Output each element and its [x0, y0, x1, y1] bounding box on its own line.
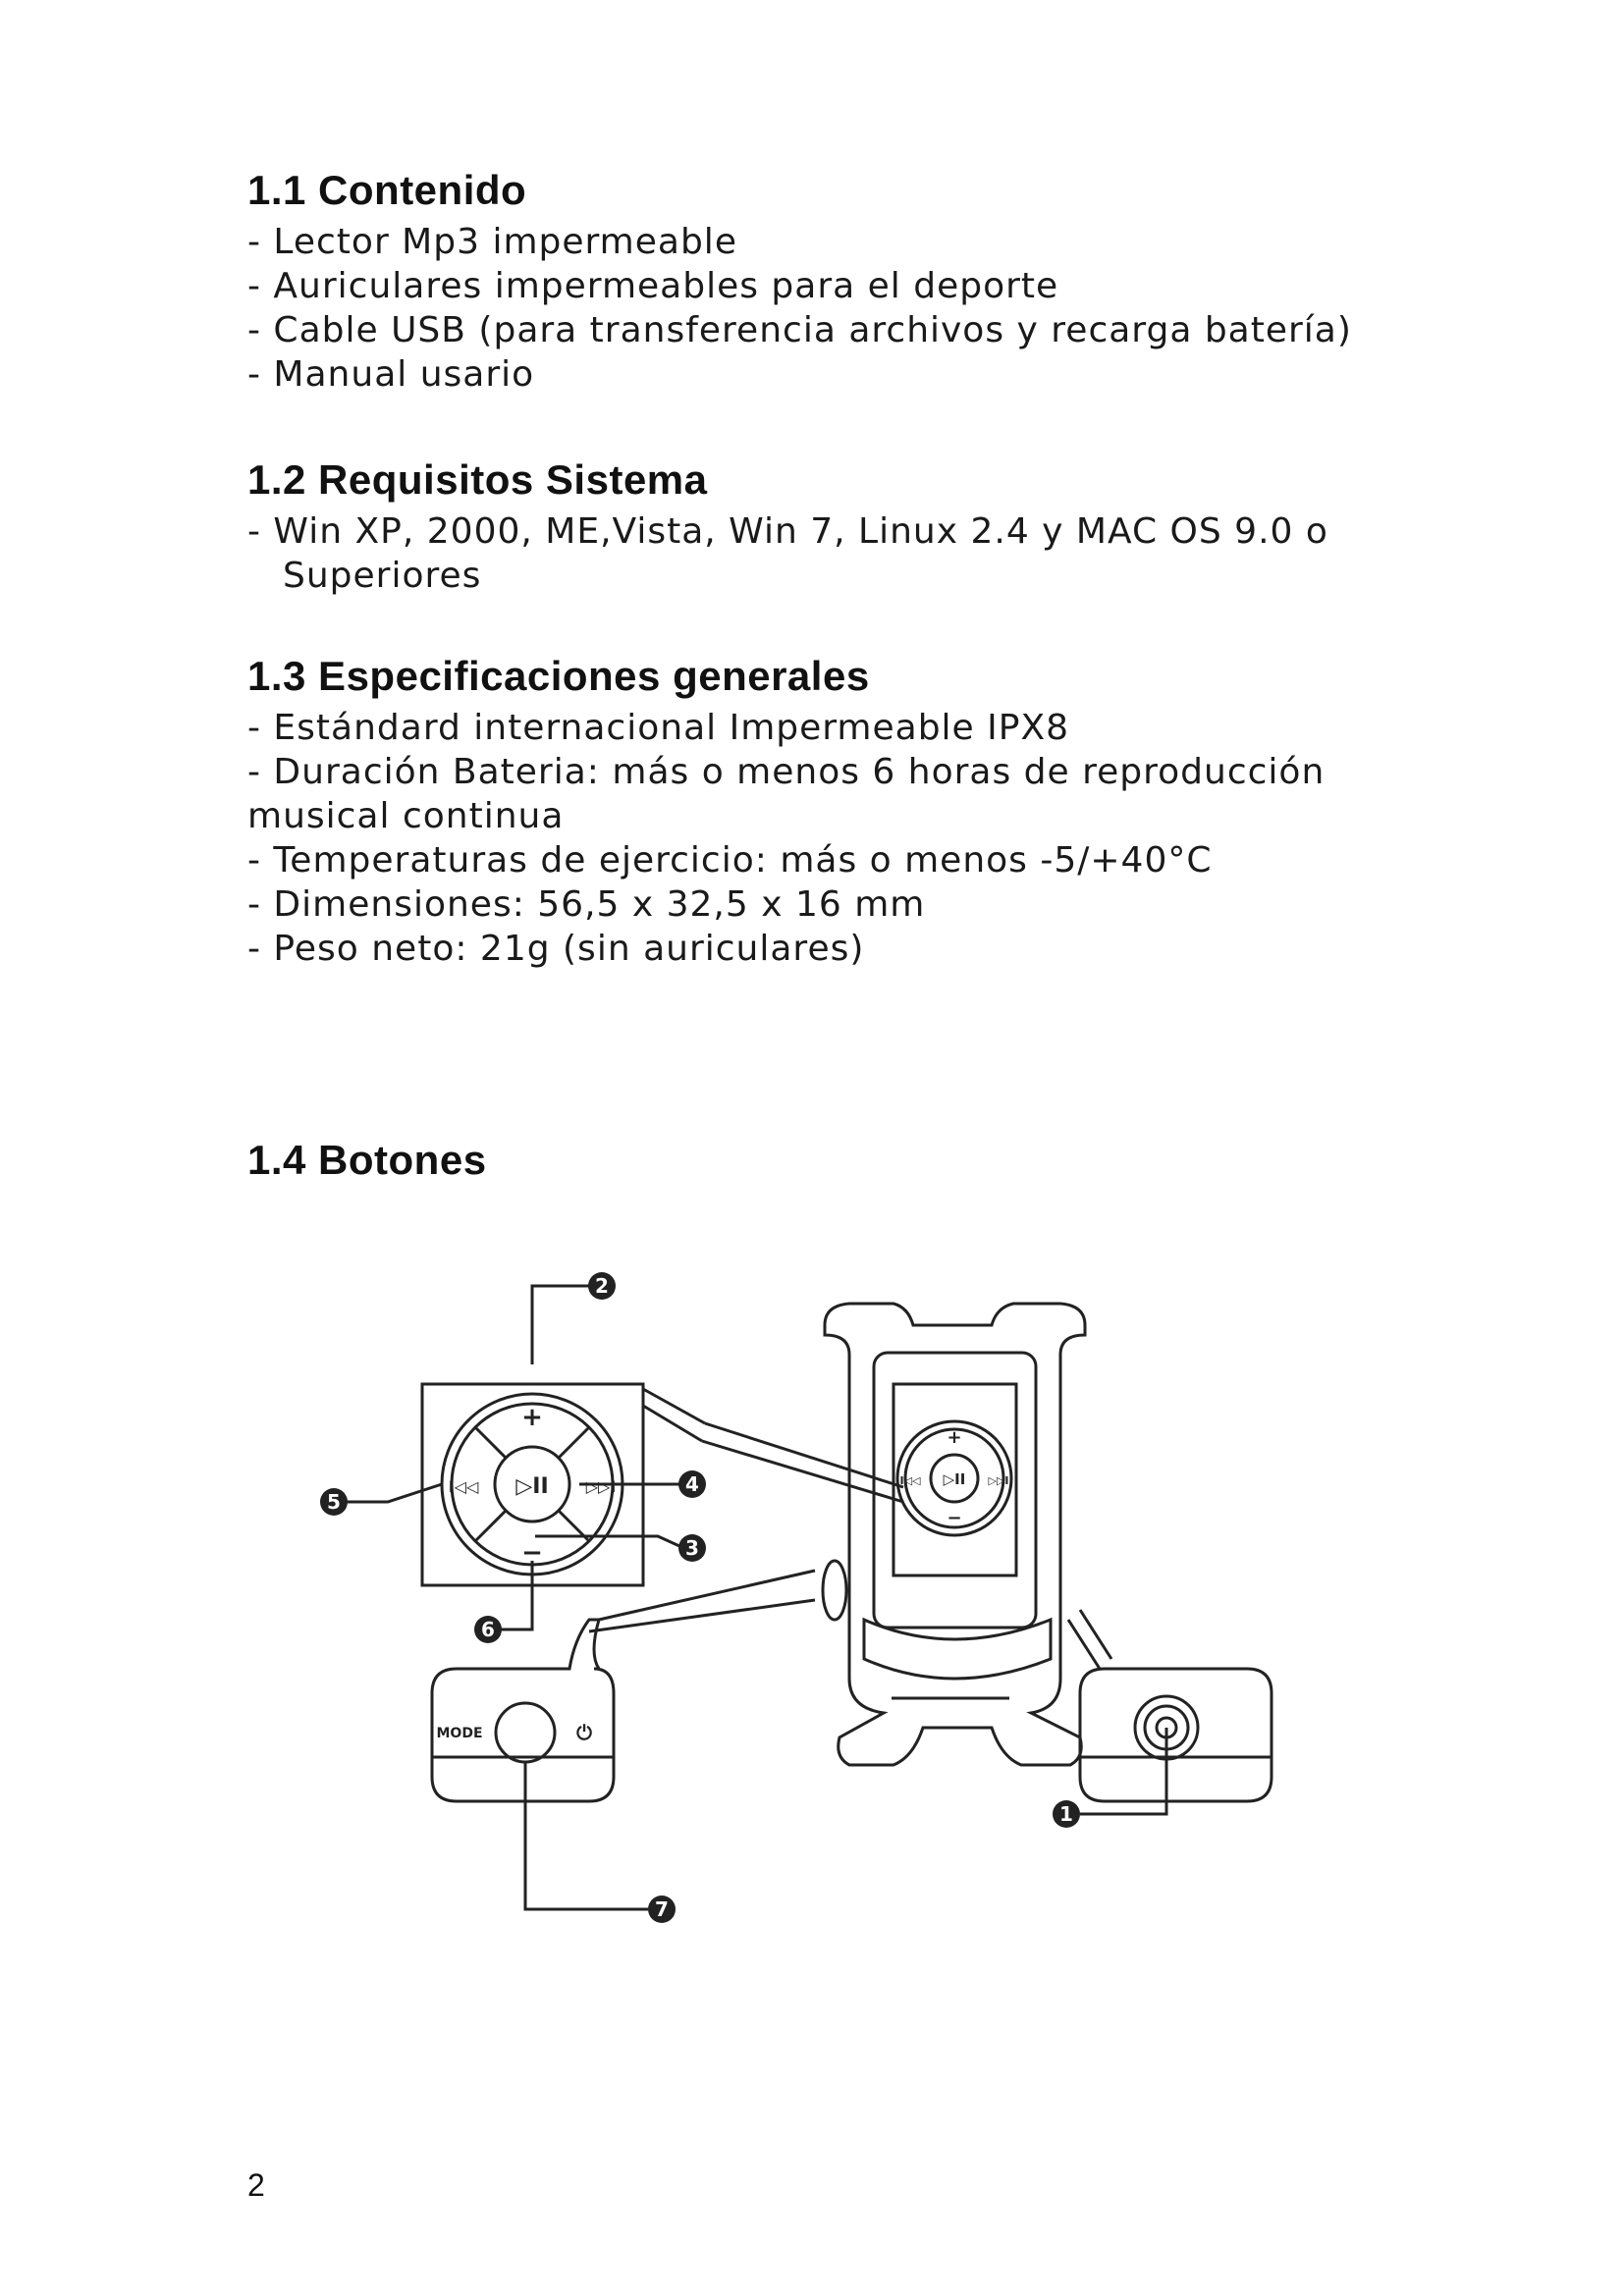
player-play-pause-label: ▷II: [943, 1470, 966, 1488]
mode-button-zoom-frame: [432, 1620, 614, 1801]
section-title-especificaciones: 1.3 Especificaciones generales: [247, 653, 870, 699]
callout-number: 1: [1059, 1802, 1073, 1826]
callout-number: 2: [595, 1274, 609, 1298]
callout-number: 3: [685, 1536, 699, 1560]
mode-label: MODE: [436, 1726, 483, 1741]
play-pause-label: ▷II: [515, 1474, 549, 1499]
mode-button: [496, 1703, 555, 1762]
list-item: - Dimensiones: 56,5 x 32,5 x 16 mm: [247, 884, 926, 925]
list-item: - Temperaturas de ejercicio: más o menos -5/+40°C: [247, 840, 1213, 881]
list-item: - Manual usario: [247, 354, 535, 395]
list-item: - Win XP, 2000, ME,Vista, Win 7, Linux 2.4 y MAC OS 9.0 o: [247, 511, 1328, 552]
section-title-botones: 1.4 Botones: [247, 1137, 487, 1183]
list-item-continuation: Superiores: [283, 556, 482, 596]
list-item: - Duración Bateria: más o menos 6 horas de reproducción: [247, 752, 1326, 792]
minus-label: −: [521, 1538, 543, 1568]
list-item: - Lector Mp3 impermeable: [247, 222, 737, 262]
section-title-requisitos: 1.2 Requisitos Sistema: [247, 456, 708, 503]
power-icon: ⏻: [576, 1721, 592, 1744]
list-item-continuation: musical continua: [247, 796, 565, 836]
next-label: ▷▷I: [585, 1477, 617, 1496]
callout-number: 7: [655, 1897, 669, 1921]
buttons-diagram: [314, 1266, 1276, 1934]
callout-number: 6: [481, 1618, 495, 1641]
page-number: 2: [247, 2167, 265, 2203]
callout-number: 5: [327, 1490, 341, 1514]
plus-label: +: [521, 1403, 543, 1432]
player-minus-label: −: [947, 1508, 962, 1528]
section-title-contenido: 1.1 Contenido: [247, 167, 527, 213]
list-item: - Peso neto: 21g (sin auriculares): [247, 929, 865, 969]
prev-label: I◁◁: [448, 1477, 479, 1496]
list-item: - Cable USB (para transferencia archivos y recarga batería): [247, 310, 1352, 350]
player-next-label: ▷▷I: [988, 1474, 1009, 1487]
list-item: - Estándard internacional Impermeable IPX8: [247, 708, 1070, 748]
list-item: - Auriculares impermeables para el deporte: [247, 266, 1059, 306]
earphone-jack-zoom-frame: [1080, 1669, 1272, 1801]
player-prev-label: I◁◁: [899, 1474, 921, 1487]
player-plus-label: +: [947, 1427, 962, 1448]
callout-number: 4: [685, 1472, 699, 1496]
